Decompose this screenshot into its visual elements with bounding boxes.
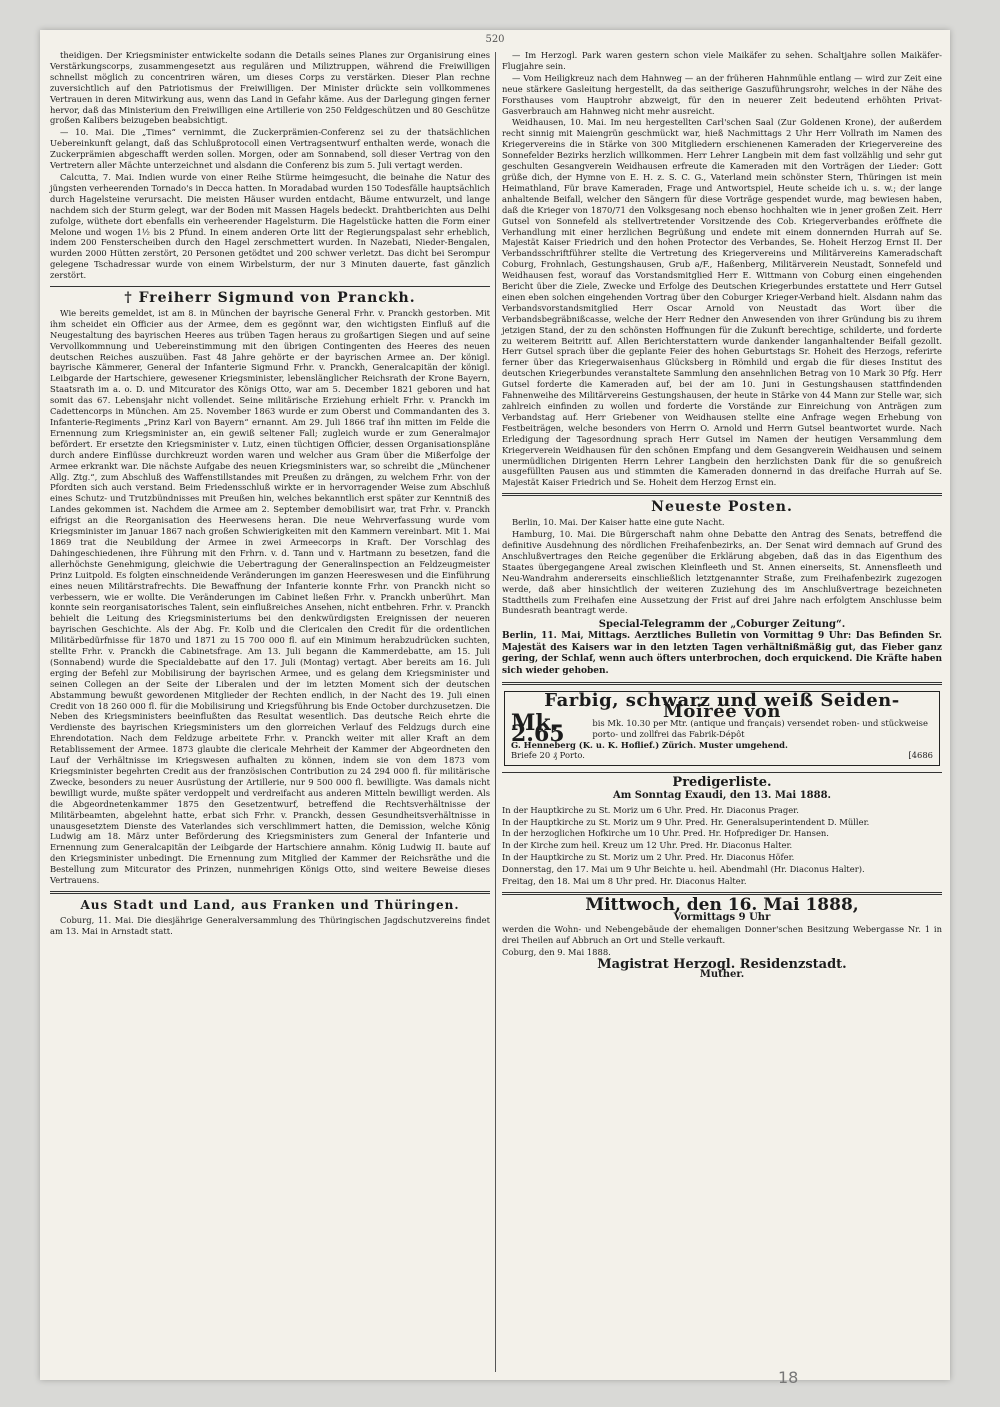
right-column [502,50,942,981]
sermon-entry: In der Kirche zum heil. Kreuz um 12 Uhr. Pred. Hr. Diaconus Halter. [502,840,793,851]
section-divider [50,891,490,894]
sermon-entry: In der Hauptkirche zu St. Moriz um 9 Uhr. Pred. Hr. Generalsuperintendent D. Müller. [502,816,870,827]
auction-time: Vormittags 9 Uhr [673,911,771,923]
sermon-entry: In der herzoglichen Hofkirche um 10 Uhr. Pred. Hr. Hofprediger Dr. Hansen. [502,828,829,839]
auction-date: Mittwoch, den 16. Mai 1888, [585,895,859,915]
silk-advertisement [504,691,940,766]
article-paragraph: — 10. Mai. Die „Times“ vernimmt, die Zuckerprämien-Conferenz sei zu der thatsächlichen Uebereinkunft gelangt, daß das Schlußprotocoll einen Vertragsentwurf enthalten werde, wonach die Zuckerprämien abgeschafft werden sollen. Morgen, oder am Sonnabend, soll dieser Vertrag von den Vertretern aller Mächte unterzeichnet und alsdann die Conferenz bis zum 5. Juli vertagt werden. [50,127,490,171]
latest-news-heading: Neueste Posten. [651,499,793,516]
article-paragraph: — Im Herzogl. Park waren gestern schon viele Maikäfer zu sehen. Schaltjahre sollen Maikäfer-Flugjahre sein. [502,50,942,71]
newspaper-page [40,30,950,1380]
sermon-entry: In der Hauptkirche zu St. Moriz um 6 Uhr. Pred. Hr. Diaconus Prager. [502,804,799,815]
auction-notice [502,895,942,981]
sermon-list-date: Am Sonntag Exaudi, den 13. Mai 1888. [612,789,832,801]
news-item: Hamburg, 10. Mai. Die Bürgerschaft nahm ohne Debatte den Antrag des Senats, betreffend die definitive Ausdehnung des nördlichen Freihafenbezirks, an. Der Senat wird demnach auf Grund des Anschlußvertrages den Reiche gegenüber die Erklärung abgeben, daß das in das Eigenthum des Staates übergegangene Areal zwischen Kleinfleeth und St. Annen einerseits, St. Annensfleeth und Neu-Wandrahm andererseits einschließlich letztgenannter Straße, zum Freihafenbezirk zugezogen werde, daß aber hinsichtlich der weiteren Zuziehung des im Anschlußvertrage bezeichneten Stadttheils zum Freihafen eine Aussetzung der Frist auf drei Jahre nach erfolgtem Anschlusse beim Bundesrath beantragt werde. [502,529,942,616]
obituary-heading: † Freiherr Sigmund von Pranckh. [124,290,416,307]
article-paragraph: theidigen. Der Kriegsminister entwickelte sodann die Details seines Planes zur Organisirung eines Verstärkungscorps, zusammengesetzt aus regulären und Miliztruppen, während die Freiwilligen schnellst möglich zu concentriren wären, um dieses Corps zu verstärken. Dieser Plan rechne zuversichtlich auf den Patriotismus der Freiwilligen. Der Minister drückte sein vollkommenes Vertrauen in deren Mitwirkung aus, wenn das Land in Gefahr käme. Aus der Darlegung gingen ferner hervor, daß das Ministerium den Freiwilligen eine Artillerie von 250 Feldgeschützen und 80 Geschütze großen Kalibers beizugeben beabsichtigt. [50,50,490,126]
telegram-body: Berlin, 11. Mai, Mittags. Aerztliches Bulletin von Vormittag 9 Uhr: Das Befinden Sr. Majestät des Kaisers war in den letzten Tagen verhältnißmäßig gut, das Fieber ganz gering, der Schlaf, wenn auch öfters unterbrochen, doch erquickend. Die Kräfte haben sich wieder gehoben. [502,631,942,676]
article-paragraph: — Vom Heiligkreuz nach dem Hahnweg — an der früheren Hahnmühle entlang — wird zur Zeit eine neue stärkere Gasleitung hergestellt, da das seitherige Gaszuführungsrohr, welches in der Nähe des Forsthauses vom Hauptrohr abzweigt, für den in neuerer Zeit bedeutend erhöhten Privat-Gasverbrauch am Hahnweg nicht mehr ausreicht. [502,72,942,116]
left-column [50,50,490,938]
section-divider [502,493,942,496]
section-divider [50,286,490,287]
local-news-heading: Aus Stadt und Land, aus Franken und Thüringen. [80,897,460,912]
ad-headline: Farbig, schwarz und weiß Seiden-Moirée von [544,690,900,723]
auction-signature: Magistrat Herzogl. Residenzstadt. [597,956,847,972]
sermon-list [502,774,942,887]
article-paragraph: Weidhausen, 10. Mai. Im neu hergestellten Carl'schen Saal (Zur Goldenen Krone), der außerdem recht sinnig mit Maiengrün geschmückt war, hieß Nachmittags 2 Uhr Herr Vollrath im Namen des Kriegervereins die in Stärke von 300 Mitgliedern erschienenen Kameraden der Kriegervereine des Sonnefelder Bezirks herzlich willkommen. Herr Lehrer Langbein mit dem fast vollzählig und sehr gut geschulten Gesangverein Weidhausen erfreute die Kameraden mit den Vorträgen der Lieder: Gott grüße dich, der Hymne von E. H. z. S. C. G., Vaterland mein schönster Stern, Thüringen ist mein Heimathland, Für brave Kameraden, Frage und Antwortspiel, Heute scheide ich u. s. w.; der lange anhaltende Beifall, welcher den Sängern für diese Vorträge gespendet wurde, mag bewiesen haben, daß die Krieger von 1870/71 den Volksgesang noch ebenso hochhalten wie in jener großen Zeit. Herr Gutsel von Sonnefeld als stellvertretender Vorsitzende des Cob. Kriegerverbandes eröffnete die Verhandlung mit einer herzlichen Begrüßung und endete mit einem donnernden Hurrah auf Se. Majestät Kaiser Friedrich und den hohen Protector des Verbandes, Se. Hoheit Herzog Ernst II. Der Verbandsschriftführer stellte die Vertretung des Kriegervereins und Militärvereins Kameradschaft Coburg, Frohnlach, Gestungshausen, Grub a/F., Haßenberg, Militärverein Neustadt, Sonnefeld und Weidhausen fest, worauf das Vorstandsmitglied Herr E. Wittmann von Coburg einen eingehenden Bericht über die Ziele, Zwecke und Erfolge des Deutschen Kriegerbundes erstattete und Herr Gutsel einen eben solchen eingehenden Vortrag über den Coburger Krieger-Verband hielt. Alsdann nahm das Verbandsvorstandsmitglied Herr Oscar Arnold von Neustadt das Wort über die Verbandsbegräbnißcasse, welche der Herr Redner den Anwesenden von ihrer Gründung bis zu ihrem jetzigen Stand, der zu den schönsten Hoffnungen für die Zukunft berechtige, schilderte, und forderte zu weiterem Beitritt auf. Allen Berichterstattern wurde dankender langanhaltender Beifall gezollt. Herr Gutsel sprach über die geplante Feier des hohen Geburtstags Sr. Hoheit des Herzogs, referirte ferner über das Kriegerwaisenhaus Glücksberg in Römhild und ergab die für dieses Institut des deutschen Kriegerbundes veranstaltete Sammlung den ansehnlichen Betrag von 10 Mark 30 Pfg. Herr Gutsel forderte die Kameraden auf, bei der am 10. Juni in Gestungshausen stattfindenden Fahnenweihe des Militärvereins Gestungshausen, der heute in Stärke von 44 Mann zur Stelle war, sich zahlreich einfinden zu wollen und forderte die Vorstände zur Einreichung von Anträgen zum Verbandstag auf. Herr Griebener von Weidhausen stellte eine Anfrage wegen Erhebung von Festbeiträgen, welche besonders von Herrn O. Arnold und Herrn Gutsel beantwortet wurde. Nach Erledigung der Tagesordnung sprach Herr Gutsel im Namen der heutigen Versammlung dem Kriegerverein Weidhausen für den schönen Empfang und dem Gesangverein Weidhausen und seinem unermüdlichen Dirigenten Herrn Lehrer Langbein den herzlichsten Dank für die so genußreich ausgefüllten Pausen aus und stimmten die Kameraden donnernd in das dreifache Hurrah auf Se. Majestät Kaiser Friedrich und Se. Hoheit dem Herzog Ernst ein. [502,117,942,488]
article-paragraph: Wie bereits gemeldet, ist am 8. in München der bayrische General Frhr. v. Pranckh gestorben. Mit ihm scheidet ein Officier aus der Armee, dem es gegönnt war, den wichtigsten Einfluß auf die Neugestaltung des bayrischen Heeres aus trüben Tagen heraus zu großartigen Siegen und auf seine Vervollkommnung und Uebereinstimmung mit den übrigen Contingenten des Heeres des neuen deutschen Reiches auszuüben. Fast 48 Jahre gehörte er der bayrischen Armee an. Der königl. bayrische Kämmerer, General der Infanterie Sigmund Frhr. v. Pranckh, Generalcapitän der königl. Leibgarde der Hartschiere, gewesener Kriegsminister, lebenslänglicher Reichsrath der Krone Bayern, Staatsrath im a. o. D. und Mitcurator des Königs Otto, war am 5. December 1821 geboren und hat somit das 67. Lebensjahr nicht vollendet. Seine militärische Erziehung erhielt Frhr. v. Pranckh im Cadettencorps in München. Am 25. November 1863 wurde er zum Oberst und Commandanten des 3. Infanterie-Regiments „Prinz Karl von Bayern“ ernannt. Am 29. Juli 1866 traf ihn mitten im Felde die Ernennung zum Kriegsminister an, ein gewiß seltener Fall; zugleich wurde er zum Generalmajor befördert. Er ersetzte den Kriegsminister v. Lutz, einen tüchtigen Officier, dessen Organisationspläne durch andere Einflüsse durchkreuzt worden waren und welcher aus Gram über die Mißerfolge der Armee erkrankt war. Die nächste Aufgabe des neuen Kriegsministers war, so schreibt die „Münchener Allg. Ztg.“, zum Abschluß des Waffenstillstandes mit Preußen zu drängen, zu welchem Frhr. von der Pfordten sich auch verstand. Beim Friedensschluß wirkte er in hervorragender Weise zum Abschluß eines Schutz- und Trutzbündnisses mit Preußen hin, welches bekanntlich erst später zur Kenntniß des Landes gekommen ist. Nachdem die Armee am 2. September demobilisirt war, trat Frhr. v. Pranckh eifrigst an die Reorganisation des Heerwesens heran. Die neue Wehrverfassung wurde vom Kriegsminister im Januar 1867 nach großen Schwierigkeiten mit den Kammern vereinbart. Mit 1. Mai 1869 trat die Neubildung der Armee in zwei Armeecorps in Kraft. Der Vorschlag des Dahingeschiedenen, ihre Führung mit den Frhrn. v. d. Tann und v. Hartmann zu besetzen, fand die allerhöchste Genehmigung, gleichwie die Uebertragung der Generalinspection an Feldzeugmeister Prinz Luitpold. Es folgten einschneidende Veränderungen im ganzen Heereswesen und die Einführung eines neuen Militärstrafrechts. Die Bewaffnung der Infanterie konnte Frhr. von Pranckh nicht so verbessern, wie er wollte. Die Veränderungen im Cabinet ließen Frhr. v. Pranckh unberührt. Man konnte sein reorganisatorisches Talent, sein einflußreiches Ansehen, nicht entbehren. Frhr. v. Pranckh behielt die Leitung des Kriegsministeriums bei den denkwürdigsten Ereignissen der neueren bayrischen Geschichte. Als der Abg. Fr. Kolb und die Clericalen den Credit für die ordentlichen Militärbedürfnisse für 1870 und 1871 zu 15 700 000 fl. auf ein Minimum herabzudrücken suchten, stellte Frhr. v. Pranckh die Cabinetsfrage. Am 13. Juli begann die Kammerdebatte, am 15. Juli (Sonnabend) wurde die Specialdebatte auf den 17. Juli (Montag) vertagt. Aber bereits am 16. Juli erging der Befehl zur Mobilisirung der bayrischen Armee, und es gelang dem Kriegsminister und seinen Collegen an der Seite der Liberalen und der im letzten Moment sich der deutschen Abstammung bewußt gewordenen Mitglieder der Rechten endlich, in der Nacht des 19. Juli einen Credit von 18 260 000 fl. für die Mobilisirung und Kriegsführung bis Ende October durchzusetzen. Die Neben des Kriegsministers beeinflußten das Resultat wesentlich. Das deutsche Reich ehrte die Verdienste des bayrischen Kriegsministers um den glorreichen Verlauf des Feldzugs durch eine Ehrendotation. Nach dem Feldzuge arbeitete Frhr. v. Pranckh weiter mit aller Kraft an dem Retablissement der Armee. 1873 glaubte die clericale Mehrheit der Kammer der Abgeordneten den Lauf der Verhältnisse im Kriegswesen aufhalten zu können, indem sie von dem 1873 vom Kriegsminister begehrten Credit aus der französischen Contribution zu 24 294 000 fl. für militärische Zwecke, besonders zu neuer Ausrüstung der Artillerie, nur 9 500 000 fl. bewilligte. Was damals nicht bewilligt wurde, mußte später verdoppelt und verdreifacht aus anderen Mitteln bewilligt werden. Als die Abgeordnetenkammer 1875 den Gesetzentwurf, betreffend die Rechtsverhältnisse der Militärbeamten, abgelehnt hatte, erbat sich Frhr. v. Pranckh, dessen Gesundheitsverhältnisse in unausgesetztem Dienste des Vaterlandes sich verschlimmert hatten, die Demission, welche König Ludwig am 18. März unter Beförderung des Kriegsministers zum General der Infanterie und Ernennung zum Generalcapitän der Leibgarde der Hartschiere annahm. König Ludwig II. baute auf den Kriegsminister unbedingt. Die Ernennung zum Mitglied der Kammer der Reichsräthe und die Bestellung zum Mitcurator des Prinzen, nunmehrigen Königs Otto, sind weitere Beweise dieses Vertrauens. [50,307,490,886]
ad-merchant: G. Henneberg (K. u. K. Hoflief.) Zürich. Muster umgehend. [511,739,788,750]
ad-reference: [4686 [908,750,933,761]
telegram-heading: Special-Telegramm der „Coburger Zeitung“. [598,619,846,631]
page-number: 520 [485,34,505,45]
section-divider [502,682,942,685]
sermon-entry: In der Hauptkirche zu St. Moriz um 2 Uhr. Pred. Hr. Diaconus Höfer. [502,852,795,863]
ad-text: bis Mk. 10.30 per Mtr. (antique und français) versendet roben- und stückweise porto- und zollfrei das Fabrik-Dépôt [592,718,928,739]
sermon-list-title: Predigerliste. [672,774,772,790]
margin-annotation: 18 [778,1368,799,1387]
section-divider [502,772,942,773]
ad-footer [511,750,933,761]
article-paragraph: Coburg, 11. Mai. Die diesjährige Generalversammlung des Thüringischen Jagdschutzvereins findet am 13. Mai in Arnstadt statt. [50,914,490,936]
ad-postage: Briefe 20 ₰ Porto. [511,750,585,761]
auction-place-date: Coburg, den 9. Mai 1888. [502,946,611,957]
column-rule [495,52,496,1372]
auction-signer: Muther. [699,969,745,981]
sermon-entry: Donnerstag, den 17. Mai um 9 Uhr Beichte u. heil. Abendmahl (Hr. Diaconus Halter). [502,864,865,875]
news-item: Berlin, 10. Mai. Der Kaiser hatte eine gute Nacht. [512,517,725,528]
ad-price: Mk. 2.65 [511,710,565,747]
auction-text: werden die Wohn- und Nebengebäude der ehemaligen Donner'schen Besitzung Webergasse Nr. 1 in drei Theilen auf Abbruch an Ort und Stelle verkauft. [502,923,942,945]
article-paragraph: Calcutta, 7. Mai. Indien wurde von einer Reihe Stürme heimgesucht, die beinahe die Natur des jüngsten verheerenden Tornado's in Decca hatten. In Moradabad wurden 150 Todesfälle hauptsächlich durch Hagelsteine verursacht. Die meisten Häuser wurden entdacht, Bäume entwurzelt, und lange nachdem sich der Sturm gelegt, war der Boden mit Massen Hagels bedeckt. Drahtberichten aus Delhi zufolge, wüthete dort ebenfalls ein verheerender Hagelsturm. Die Hagelstücke hatten die Form einer Melone und wogen 1½ bis 2 Pfund. In einem anderen Orte litt der Regierungspalast sehr erheblich, indem 200 Fensterscheiben durch den Hagel zerschmettert wurden. In Nazebati, Nieder-Bengalen, wurden 2000 Hütten zerstört, 20 Personen getödtet und 200 schwer verletzt. Das dicht bei Serompur gelegene Tschadressar wurde von einem Wirbelsturm, der nur 3 Minuten dauerte, fast gänzlich zerstört. [50,171,490,281]
sermon-entry: Freitag, den 18. Mai um 8 Uhr pred. Hr. Diaconus Halter. [502,876,747,887]
